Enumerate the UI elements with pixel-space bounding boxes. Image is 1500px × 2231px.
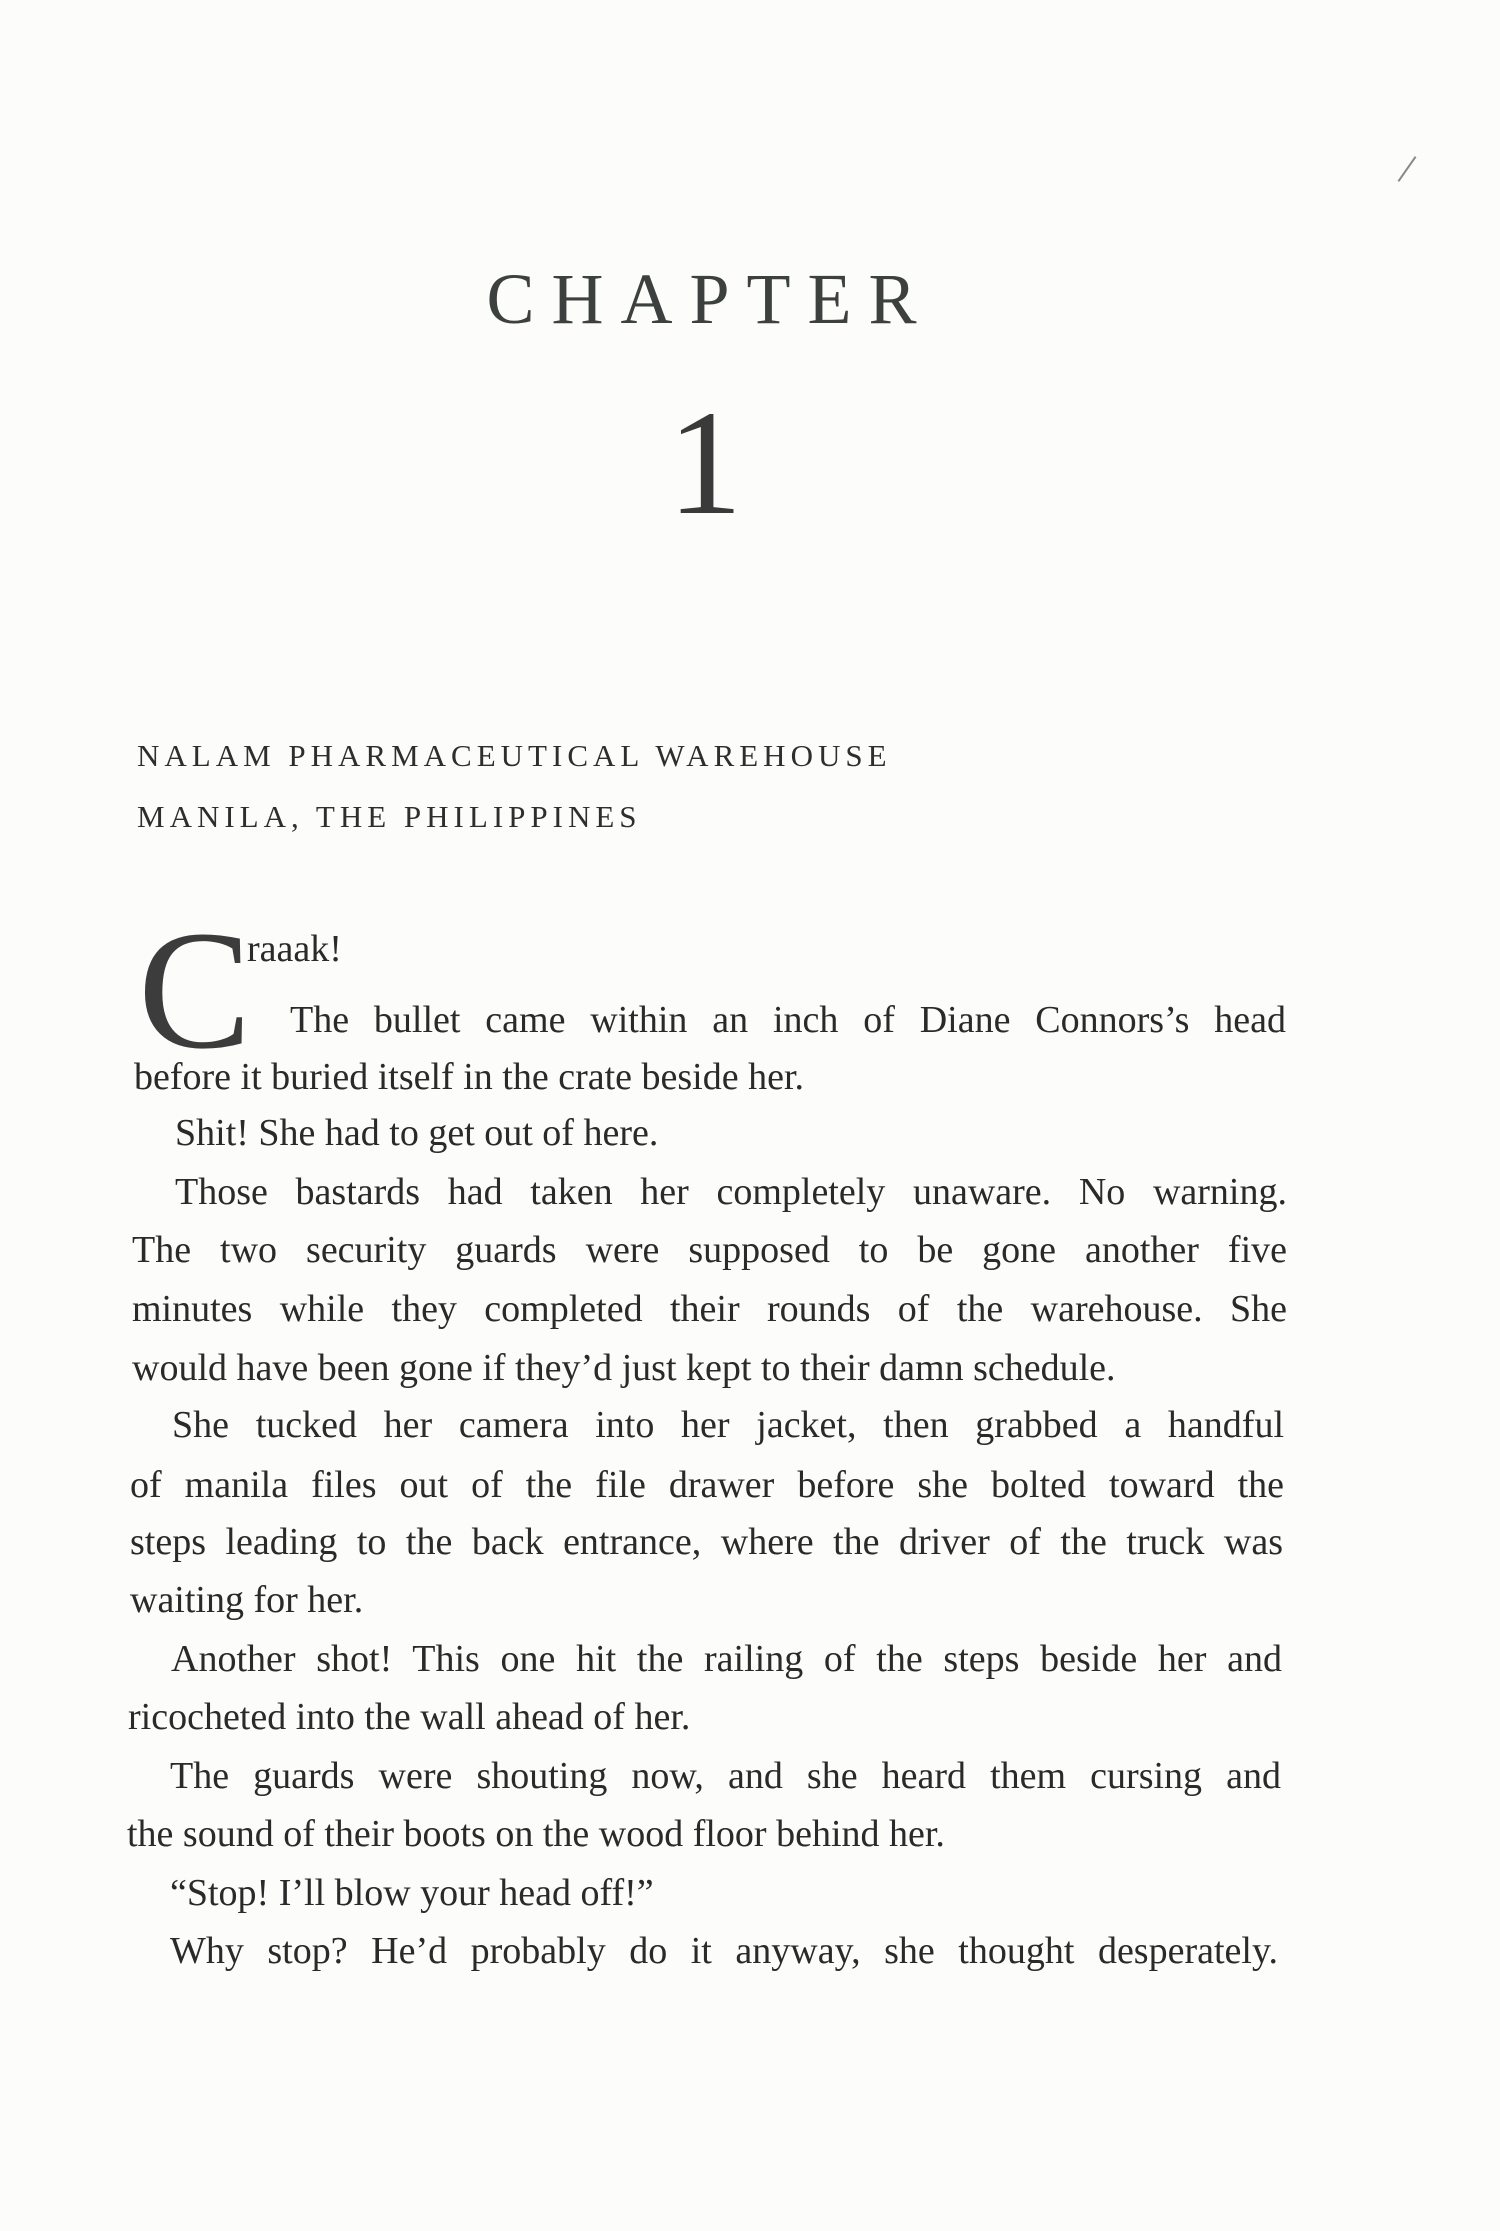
text-line: minutes while they completed their rounds of the warehouse. She bbox=[132, 1288, 1287, 1330]
text-line: waiting for her. bbox=[130, 1579, 364, 1621]
drop-cap: C bbox=[138, 896, 252, 1084]
location-line-2: MANILA, THE PHILIPPINES bbox=[137, 799, 642, 834]
chapter-heading: CHAPTER bbox=[486, 259, 934, 339]
text-line: the sound of their boots on the wood floor behind her. bbox=[127, 1813, 945, 1855]
text-line: of manila files out of the file drawer before she bolted toward the bbox=[130, 1464, 1284, 1506]
text-line: Another shot! This one hit the railing of the steps beside her and bbox=[171, 1638, 1282, 1680]
text-line: Shit! She had to get out of here. bbox=[175, 1112, 659, 1154]
text-line: “Stop! I’ll blow your head off!” bbox=[170, 1872, 654, 1914]
text-line: would have been gone if they’d just kept to their damn schedule. bbox=[132, 1347, 1116, 1389]
text-line: She tucked her camera into her jacket, then grabbed a handful bbox=[172, 1404, 1284, 1446]
text-line: Why stop? He’d probably do it anyway, she thought desperately. bbox=[170, 1930, 1278, 1972]
text-line: before it buried itself in the crate beside her. bbox=[134, 1056, 805, 1098]
pen-mark bbox=[1398, 156, 1417, 182]
text-line: The bullet came within an inch of Diane Connors’s head bbox=[290, 999, 1286, 1041]
chapter-number: 1 bbox=[667, 380, 743, 546]
text-line: ricocheted into the wall ahead of her. bbox=[128, 1696, 691, 1738]
text-line: raaak! bbox=[247, 928, 342, 970]
text-line: The guards were shouting now, and she heard them cursing and bbox=[170, 1755, 1281, 1797]
location-line-1: NALAM PHARMACEUTICAL WAREHOUSE bbox=[137, 738, 892, 773]
text-line: The two security guards were supposed to be gone another five bbox=[132, 1229, 1287, 1271]
text-line: Those bastards had taken her completely unaware. No warning. bbox=[175, 1171, 1287, 1213]
text-line: steps leading to the back entrance, where the driver of the truck was bbox=[130, 1521, 1283, 1563]
